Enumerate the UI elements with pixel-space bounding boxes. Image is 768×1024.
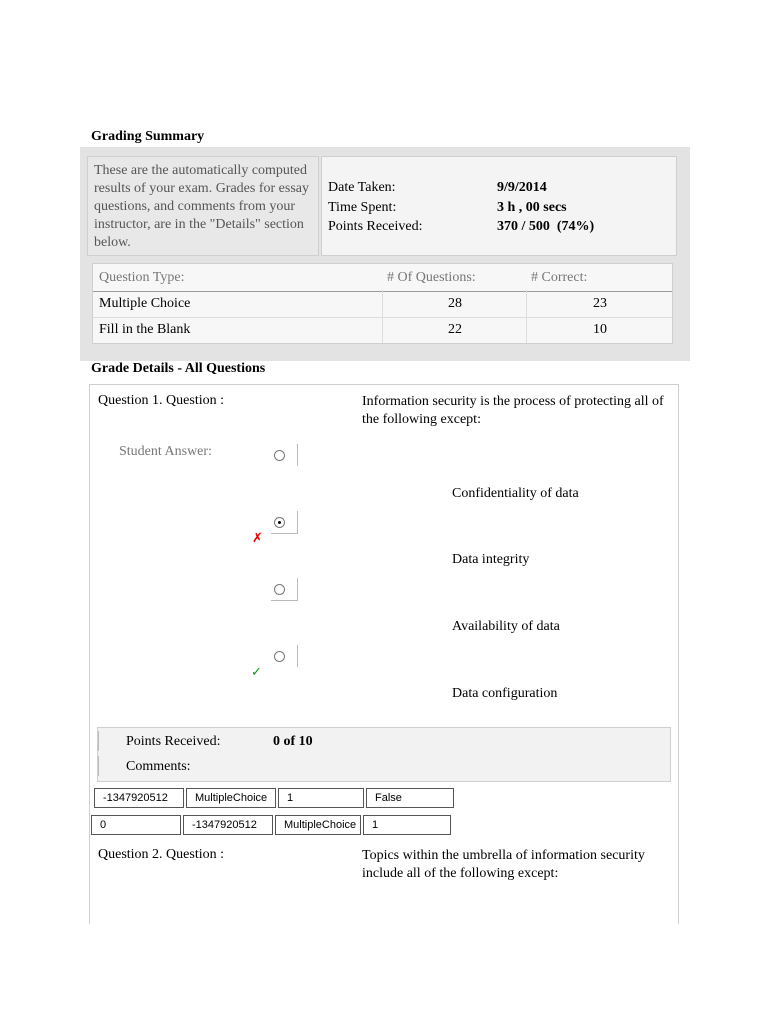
- option-b-text: Data integrity: [452, 552, 530, 567]
- question-type-table: [92, 263, 673, 344]
- column-header-type: Question Type:: [99, 270, 185, 285]
- question-1-text: Information security is the process of protecting all of the following except:: [362, 394, 664, 427]
- grade-details-panel: [89, 384, 679, 924]
- table-row-count: 28: [448, 296, 462, 311]
- debug-cell: -1347920512: [183, 815, 273, 835]
- table-row-type: Multiple Choice: [99, 296, 191, 311]
- option-a-radio[interactable]: [271, 444, 301, 466]
- debug-cell: -1347920512: [94, 788, 184, 808]
- points-received-value: 370 / 500 (74%): [497, 219, 595, 234]
- option-c-radio[interactable]: [271, 578, 301, 600]
- question-1-label: Question 1. Question :: [98, 393, 224, 408]
- question-1-points-box: [97, 727, 671, 782]
- question-2-text: Topics within the umbrella of information security include all of the following except:: [362, 848, 645, 881]
- points-label: Points Received:: [126, 734, 221, 749]
- time-spent-label: Time Spent:: [328, 200, 397, 215]
- time-spent-value: 3 h , 00 secs: [497, 200, 567, 215]
- table-row-correct: 23: [593, 296, 607, 311]
- correct-answer-icon: ✓: [251, 665, 262, 680]
- debug-cell: MultipleChoice: [186, 788, 276, 808]
- date-taken-value: 9/9/2014: [497, 180, 547, 195]
- points-value: 0 of 10: [273, 734, 313, 749]
- debug-cell: 1: [363, 815, 451, 835]
- comments-label: Comments:: [126, 759, 191, 774]
- table-row-count: 22: [448, 322, 462, 337]
- debug-cell: False: [366, 788, 454, 808]
- table-row-type: Fill in the Blank: [99, 322, 191, 337]
- option-d-text: Data configuration: [452, 686, 558, 701]
- question-2-label: Question 2. Question :: [98, 847, 224, 862]
- wrong-answer-icon: ✗: [252, 531, 263, 546]
- option-b-radio[interactable]: [271, 511, 301, 533]
- debug-cell: 1: [278, 788, 364, 808]
- option-a-text: Confidentiality of data: [452, 486, 579, 501]
- student-answer-label: Student Answer:: [119, 444, 212, 459]
- column-header-count: # Of Questions:: [387, 270, 476, 285]
- column-header-correct: # Correct:: [531, 270, 588, 285]
- summary-description: These are the automatically computed results of your exam. Grades for essay questions, and comments from your instructor, are in the "Details" section below.: [87, 156, 319, 256]
- summary-stats: [321, 156, 677, 256]
- debug-cell: MultipleChoice: [275, 815, 361, 835]
- debug-cell: 0: [91, 815, 181, 835]
- date-taken-label: Date Taken:: [328, 180, 396, 195]
- option-d-radio[interactable]: [271, 645, 301, 667]
- option-c-text: Availability of data: [452, 619, 560, 634]
- points-received-label: Points Received:: [328, 219, 423, 234]
- table-row-correct: 10: [593, 322, 607, 337]
- grade-details-title: Grade Details - All Questions: [91, 361, 266, 376]
- grading-summary-title: Grading Summary: [91, 129, 205, 144]
